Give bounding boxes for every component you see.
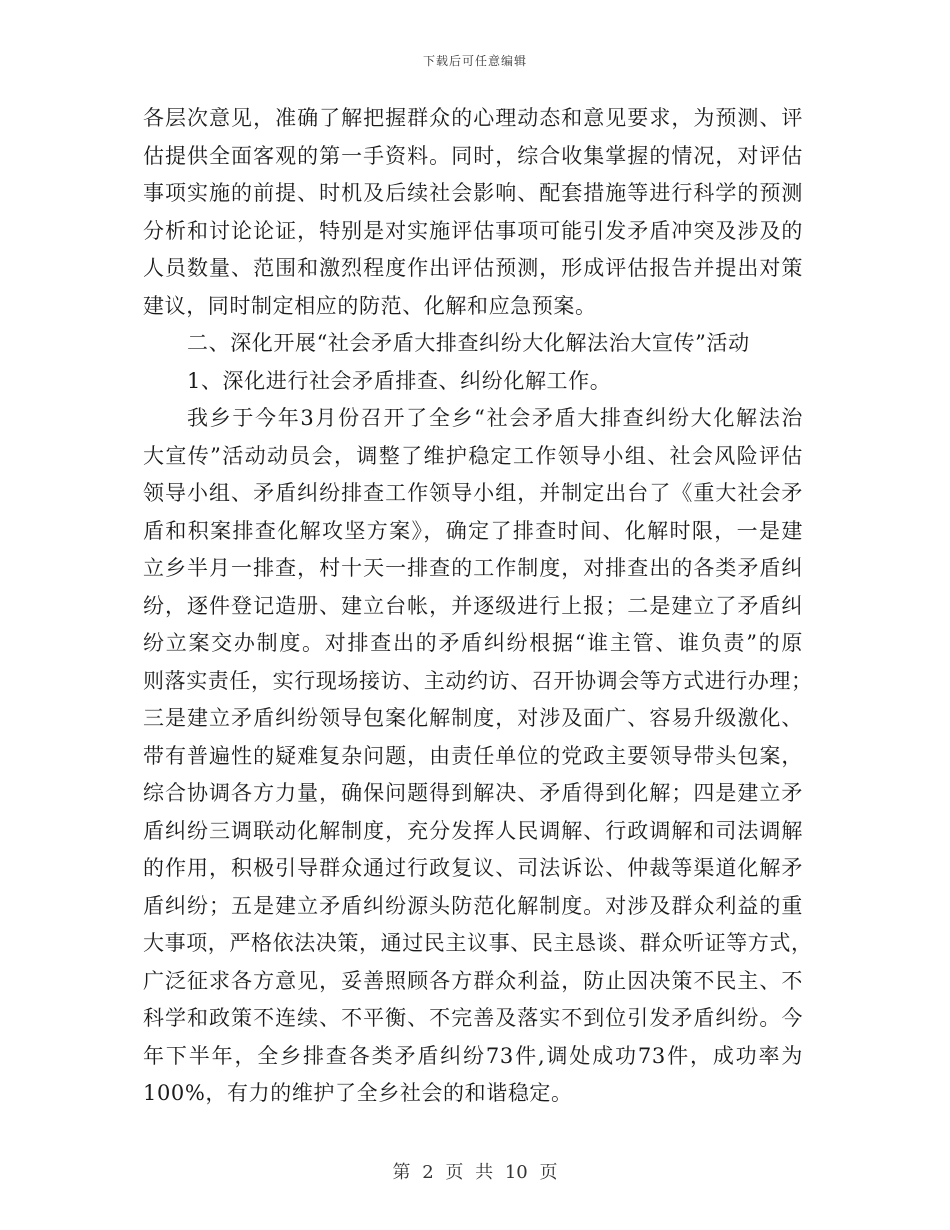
text-line: 综合协调各方力量，确保问题得到解决、矛盾得到化解；四是建立矛 [143,781,803,805]
text-line: 事项实施的前提、时机及后续社会影响、配套措施等进行科学的预测 [143,181,803,205]
text-line: 带有普遍性的疑难复杂问题，由责任单位的党政主要领导带头包案， [143,743,803,768]
text-line: 大事项，严格依法决策，通过民主议事、民主恳谈、群众听证等方式， [143,931,813,955]
text-line: 纷立案交办制度。对排查出的矛盾纠纷根据“谁主管、谁负责”的原 [143,631,803,655]
text-line: 盾和积案排查化解攻坚方案》，确定了排查时间、化解时限，一是建 [143,518,803,543]
page-footer: 第 2 页 共 10 页 [392,1162,558,1183]
text-line: 的作用，积极引导群众通过行政复议、司法诉讼、仲裁等渠道化解矛 [143,856,803,880]
text-line: 1、深化进行社会矛盾排查、纠纷化解工作。 [187,368,612,393]
page-header: 下载后可任意编辑 [422,54,527,68]
text-line: 我乡于今年3月份召开了全乡“社会矛盾大排查纠纷大化解法治 [187,406,803,430]
text-line: 三是建立矛盾纠纷领导包案化解制度，对涉及面广、容易升级激化、 [143,706,803,730]
text-line: 各层次意见，准确了解把握群众的心理动态和意见要求，为预测、评 [143,106,803,130]
text-line: 人员数量、范围和激烈程度作出评估预测，形成评估报告并提出对策 [143,256,803,280]
text-line: 盾纠纷三调联动化解制度，充分发挥人民调解、行政调解和司法调解 [143,818,803,843]
document-body [143,100,813,1113]
text-line: 立乡半月一排查，村十天一排查的工作制度，对排查出的各类矛盾纠 [143,556,803,580]
text-line: 盾纠纷；五是建立矛盾纠纷源头防范化解制度。对涉及群众利益的重 [143,893,803,918]
text-line: 建议，同时制定相应的防范、化解和应急预案。 [143,293,597,318]
text-line: 100%，有力的维护了全乡社会的和谐稳定。 [143,1081,573,1105]
text-line: 领导小组、矛盾纠纷排查工作领导小组，并制定出台了《重大社会矛 [143,481,803,505]
text-line: 纷，逐件登记造册、建立台帐，并逐级进行上报；二是建立了矛盾纠 [143,593,803,618]
text-line: 二、深化开展“社会矛盾大排查纠纷大化解法治大宣传”活动 [187,331,750,355]
text-line: 年下半年，全乡排查各类矛盾纠纷73件,调处成功73件，成功率为 [143,1043,803,1068]
text-line: 估提供全面客观的第一手资料。同时，综合收集掌握的情况，对评估 [143,143,803,168]
text-line: 科学和政策不连续、不平衡、不完善及落实不到位引发矛盾纠纷。今 [143,1006,803,1030]
text-line: 大宣传”活动动员会，调整了维护稳定工作领导小组、社会风险评估 [143,443,803,468]
text-line: 则落实责任，实行现场接访、主动约访、召开协调会等方式进行办理； [143,668,813,693]
text-line: 分析和讨论论证，特别是对实施评估事项可能引发矛盾冲突及涉及的 [143,218,803,243]
text-line: 广泛征求各方意见，妥善照顾各方群众利益，防止因决策不民主、不 [143,968,803,993]
